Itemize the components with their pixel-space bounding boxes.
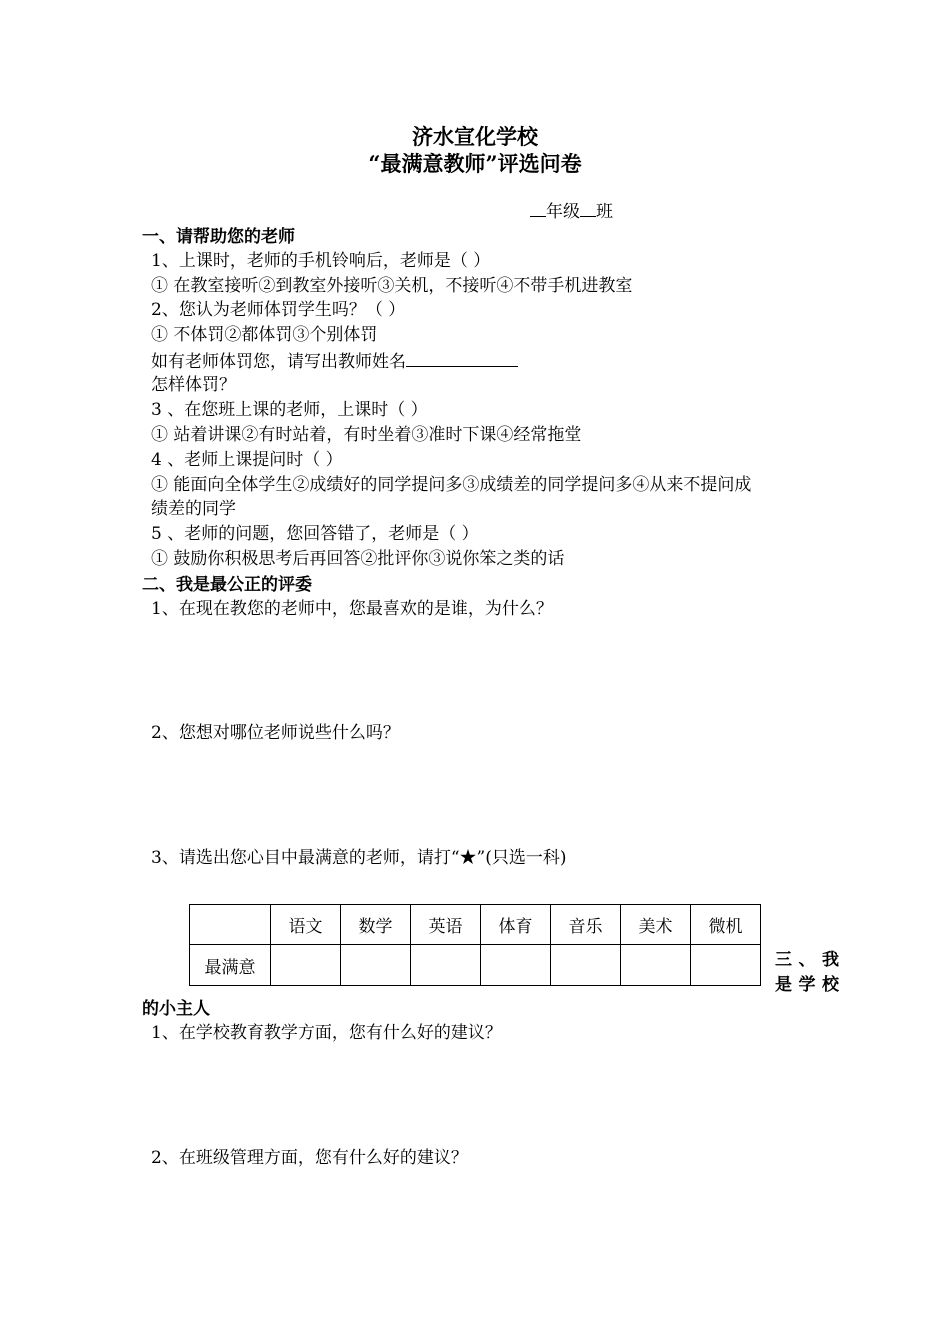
subject-pe: 体育 [481,905,551,945]
s1-q1: 1、上课时，老师的手机铃响后，老师是（ ） [151,251,491,271]
star-cell-pe[interactable] [481,945,551,986]
teacher-name-blank[interactable] [406,350,518,367]
star-cell-english[interactable] [411,945,481,986]
subject-english: 英语 [411,905,481,945]
s1-q1-options: ① 在教室接听②到教室外接听③关机，不接听④不带手机进教室 [151,276,633,296]
table-header-row [190,905,761,945]
teacher-rating-table [189,904,761,986]
star-cell-art[interactable] [621,945,691,986]
subject-computer: 微机 [691,905,761,945]
subject-chinese: 语文 [271,905,341,945]
subject-math: 数学 [341,905,411,945]
s3-q1: 1、在学校教育教学方面，您有什么好的建议？ [151,1023,502,1043]
s1-q3-options: ① 站着讲课②有时站着，有时坐着③准时下课④经常拖堂 [151,425,582,445]
s1-q4-options-1: ① 能面向全体学生②成绩好的同学提问多③成绩差的同学提问多④从来不提问成 [151,475,752,495]
s1-q2-options: ① 不体罚②都体罚③个别体罚 [151,325,378,345]
section2-heading: 二、我是最公正的评委 [142,575,312,595]
star-cell-computer[interactable] [691,945,761,986]
header-corner-cell [190,905,271,945]
s2-q2: 2、您想对哪位老师说些什么吗？ [151,723,400,743]
table-row [190,945,761,986]
s1-q2-name-label: 如有老师体罚您，请写出教师姓名 [151,352,406,372]
grade-blank[interactable] [530,200,546,217]
row-label-most-satisfied: 最满意 [190,945,271,986]
star-cell-chinese[interactable] [271,945,341,986]
class-label: 班 [596,202,613,222]
s1-q5: 5 、老师的问题，您回答错了，老师是（ ） [151,524,479,544]
class-line [530,200,613,223]
school-title: 济水宣化学校 [412,124,538,149]
s1-q4: 4 、老师上课提问时（ ） [151,450,343,470]
subject-art: 美术 [621,905,691,945]
grade-label: 年级 [546,202,580,222]
s2-q1: 1、在现在教您的老师中，您最喜欢的是谁，为什么？ [151,599,553,619]
s1-q5-options: ① 鼓励你积极思考后再回答②批评你③说你笨之类的话 [151,549,565,569]
s3-q2: 2、在班级管理方面，您有什么好的建议？ [151,1148,468,1168]
class-blank[interactable] [580,200,596,217]
s1-q2-how: 怎样体罚？ [151,375,236,395]
s1-q4-options-2: 绩差的同学 [151,499,236,519]
star-cell-music[interactable] [551,945,621,986]
s1-q3: 3 、在您班上课的老师，上课时（ ） [151,400,428,420]
section3-heading-side: 三、我是学校 [775,950,839,995]
survey-title: “最满意教师”评选问卷 [368,151,582,176]
s2-q3: 3、请选出您心目中最满意的老师，请打“★”(只选一科) [151,848,567,868]
section3-heading-rest: 的小主人 [142,999,210,1019]
s1-q2: 2、您认为老师体罚学生吗？（ ） [151,300,406,320]
section1-heading: 一、请帮助您的老师 [142,227,295,247]
subject-music: 音乐 [551,905,621,945]
star-cell-math[interactable] [341,945,411,986]
s1-q2-name-line [151,350,518,373]
